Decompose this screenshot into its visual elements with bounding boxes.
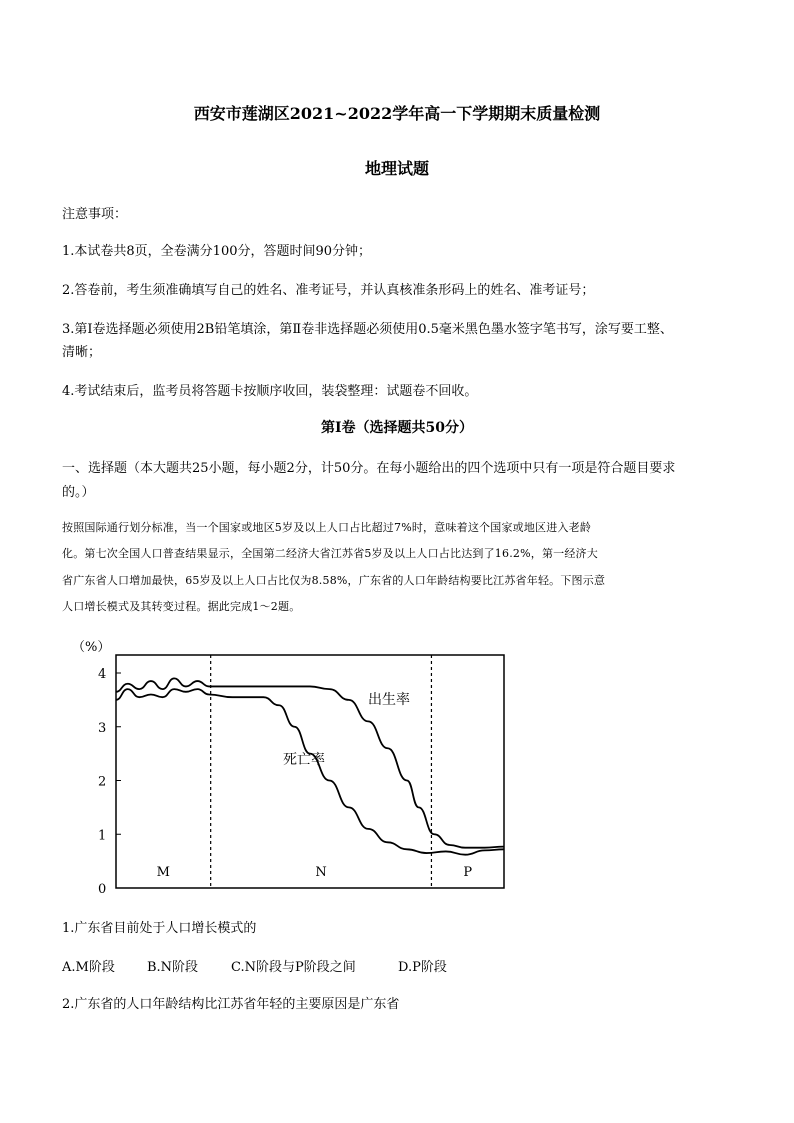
y-tick-label: 1 xyxy=(98,828,107,844)
y-tick-label: 0 xyxy=(98,882,107,897)
y-tick-label: 3 xyxy=(98,720,107,736)
section-intro: 的。） xyxy=(62,485,95,500)
notice-item: 1.本试卷共8页，全卷满分100分，答题时间90分钟； xyxy=(62,244,372,259)
answer-option: D.P阶段 xyxy=(398,960,447,975)
notice-item: 4.考试结束后，监考员将答题卡按顺序收回，装袋整理：试题卷不回收。 xyxy=(62,384,478,399)
chart-ylabel: （%） xyxy=(72,640,111,655)
stage-label: M xyxy=(156,865,170,880)
notice-item: 清晰； xyxy=(62,345,102,360)
chart-frame xyxy=(116,655,504,888)
document-title: 西安市莲湖区2021~2022学年高一下学期期末质量检测 xyxy=(193,104,601,123)
answer-option: B.N阶段 xyxy=(147,960,199,975)
section-intro: 一、选择题（本大题共25小题，每小题2分，计50分。在每小题给出的四个选项中只有一项是符合题目要求 xyxy=(62,461,676,476)
passage-line: 人口增长模式及其转变过程。据此完成1～2题。 xyxy=(62,600,301,613)
passage-line: 省广东省人口增加最快，65岁及以上人口占比仅为8.58%，广东省的人口年龄结构要比江苏省年轻。下图示意 xyxy=(62,574,606,587)
answer-option: A.M阶段 xyxy=(62,960,115,975)
y-tick-label: 4 xyxy=(98,667,107,682)
notice-item: 2.答卷前，考生须准确填写自己的姓名、准考证号，并认真核准条形码上的姓名、准考证号； xyxy=(62,283,595,298)
answer-option: C.N阶段与P阶段之间 xyxy=(231,960,356,975)
notice-item: 3.第Ⅰ卷选择题必须使用2B铅笔填涂，第Ⅱ卷非选择题必须使用0.5毫米黑色墨水签字笔书写，涂写要工整、 xyxy=(62,322,673,337)
passage-line: 化。第七次全国人口普查结果显示，全国第二经济大省江苏省5岁及以上人口占比达到了16.2%，第一经济大 xyxy=(62,547,598,560)
birth-rate-line xyxy=(116,678,504,847)
passage-line: 按照国际通行划分标准，当一个国家或地区5岁及以上人口占比超过7%时，意味着这个国家或地区进入老龄 xyxy=(62,521,592,534)
section-heading: 第Ⅰ卷（选择题共50分） xyxy=(320,420,474,436)
series-label-birth: 出生率 xyxy=(368,692,410,708)
stage-label: P xyxy=(463,865,473,880)
question-stem: 2.广东省的人口年龄结构比江苏省年轻的主要原因是广东省 xyxy=(62,997,400,1012)
document-subtitle: 地理试题 xyxy=(364,159,429,178)
y-tick-label: 2 xyxy=(98,774,107,790)
notice-heading: 注意事项： xyxy=(62,207,128,222)
series-label-death: 死亡率 xyxy=(283,752,325,768)
stage-label: N xyxy=(315,865,327,880)
death-rate-line xyxy=(116,689,504,855)
question-stem: 1.广东省目前处于人口增长模式的 xyxy=(62,921,257,936)
